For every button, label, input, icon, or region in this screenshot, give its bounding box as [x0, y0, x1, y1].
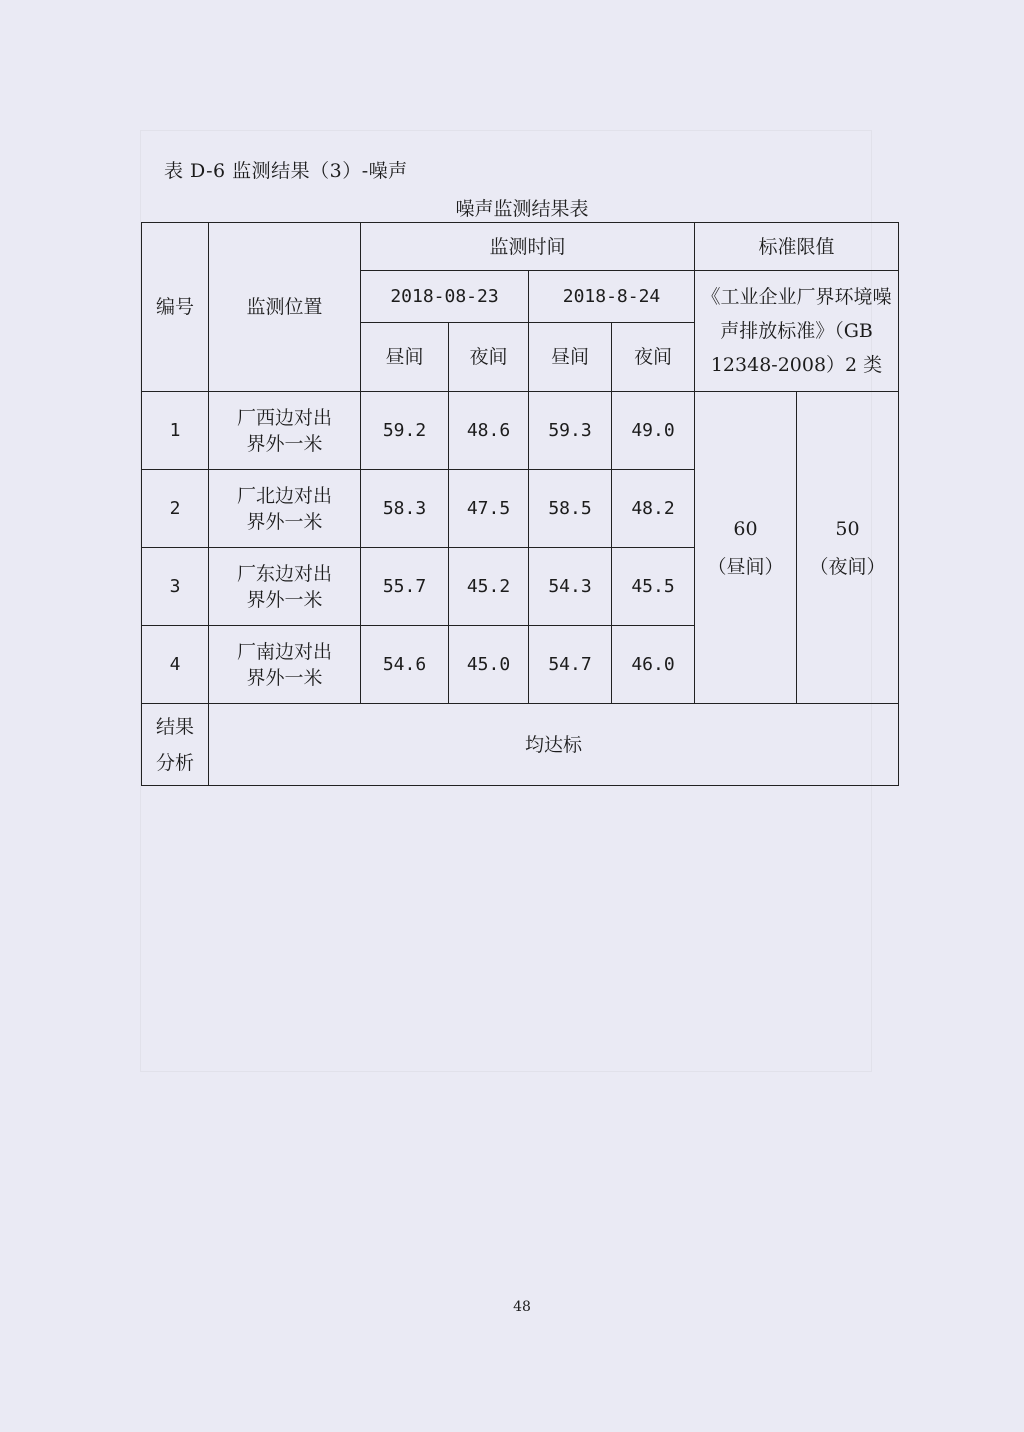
table-title: 噪声监测结果表 [455, 198, 589, 220]
header-d1-night: 夜间 [449, 323, 529, 392]
row-d1-day: 55.7 [361, 548, 449, 626]
row-d2-night: 49.0 [612, 392, 695, 470]
row-d2-night: 46.0 [612, 626, 695, 704]
row-id: 4 [142, 626, 209, 704]
row-d1-night: 47.5 [449, 470, 529, 548]
header-d2-day: 昼间 [529, 323, 612, 392]
row-location: 厂东边对出界外一米 [209, 548, 361, 626]
table-row [142, 392, 899, 470]
result-row [142, 704, 899, 786]
row-d2-day: 54.7 [529, 626, 612, 704]
row-location: 厂北边对出界外一米 [209, 470, 361, 548]
row-d1-day: 54.6 [361, 626, 449, 704]
row-id: 1 [142, 392, 209, 470]
limit-day-label: （昼间） [707, 555, 784, 578]
result-label: 结果分析 [142, 704, 209, 786]
header-d1-day: 昼间 [361, 323, 449, 392]
header-date-1: 2018-08-23 [361, 271, 529, 323]
header-standard-name: 《工业企业厂界环境噪声排放标准》（GB 12348-2008）2 类 [695, 271, 899, 392]
noise-results-table [141, 222, 899, 786]
row-d2-day: 58.5 [529, 470, 612, 548]
limit-day-value: 60 [733, 517, 758, 540]
row-d1-day: 58.3 [361, 470, 449, 548]
header-monitoring-time: 监测时间 [361, 223, 695, 271]
row-location: 厂西边对出界外一米 [209, 392, 361, 470]
limit-day [695, 392, 797, 704]
header-id: 编号 [142, 223, 209, 392]
header-date-2: 2018-8-24 [529, 271, 695, 323]
row-d1-night: 45.0 [449, 626, 529, 704]
header-standard-limit: 标准限值 [695, 223, 899, 271]
row-d2-day: 54.3 [529, 548, 612, 626]
row-d1-night: 48.6 [449, 392, 529, 470]
row-d2-night: 48.2 [612, 470, 695, 548]
header-d2-night: 夜间 [612, 323, 695, 392]
page-number: 48 [513, 1299, 531, 1315]
limit-night-value: 50 [835, 517, 860, 540]
result-value: 均达标 [209, 704, 899, 786]
row-d2-day: 59.3 [529, 392, 612, 470]
limit-night [797, 392, 899, 704]
row-location: 厂南边对出界外一米 [209, 626, 361, 704]
row-d2-night: 45.5 [612, 548, 695, 626]
row-id: 3 [142, 548, 209, 626]
header-location: 监测位置 [209, 223, 361, 392]
row-id: 2 [142, 470, 209, 548]
row-d1-day: 59.2 [361, 392, 449, 470]
row-d1-night: 45.2 [449, 548, 529, 626]
table-caption: 表 D-6 监测结果（3）-噪声 [164, 160, 408, 182]
limit-night-label: （夜间） [809, 555, 886, 578]
